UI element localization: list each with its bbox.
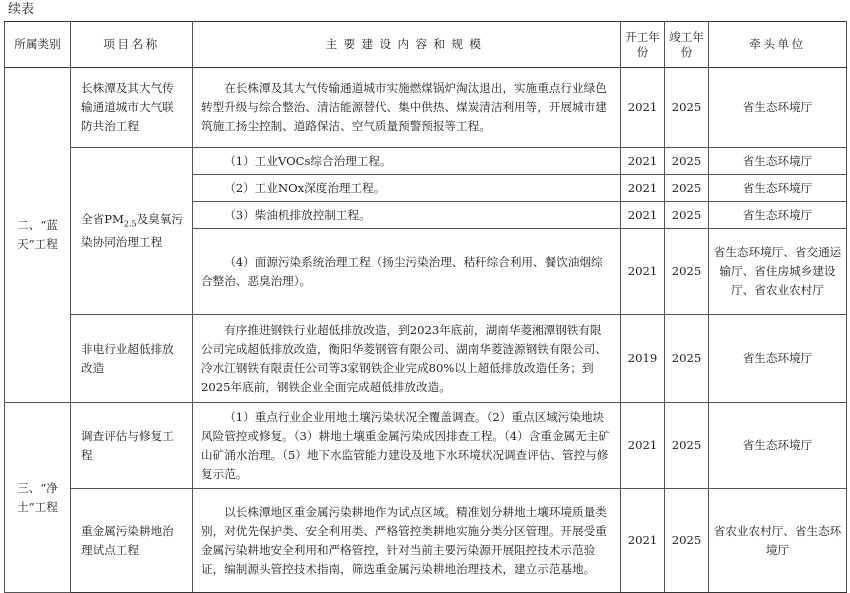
lead-unit-cell: 省生态环境厅 xyxy=(709,202,847,229)
start-year-cell: 2021 xyxy=(621,202,665,229)
table-row xyxy=(5,489,847,593)
header-end-year: 竣工年份 xyxy=(665,22,709,68)
start-year-cell: 2021 xyxy=(621,68,665,148)
table-caption: 续表 xyxy=(8,2,35,17)
end-year-cell: 2025 xyxy=(665,68,709,148)
start-year-cell: 2021 xyxy=(621,148,665,175)
start-year-cell: 2019 xyxy=(621,315,665,403)
item-name-cell: 全省$PM_{2.5}$及臭氧污染协同治理工程 xyxy=(71,148,193,315)
content-cell: （1）重点行业企业用地土壤污染状况全覆盖调查。（2）重点区域污染地块风险管控或修复。（3）耕地土壤重金属污染成因排查工程。（4）含重金属无主矿山矿涌水治理。（5）地下水监管能力建设及地下水环境状况调查评估、管控与修复示范。 xyxy=(193,403,621,489)
content-cell: 有序推进钢铁行业超低排放改造，到2023年底前，湖南华菱湘潭钢铁有限公司完成超低排放改造，衡阳华菱钢管有限公司、湖南华菱涟源钢铁有限公司、冷水江钢铁有限责任公司等3家钢铁企业完成80%以上超低排放改造任务；到2025年底前，钢铁企业全面完成超低排放改造。 xyxy=(193,315,621,403)
lead-unit-cell: 省生态环境厅 xyxy=(709,148,847,175)
lead-unit-cell: 省生态环境厅 xyxy=(709,175,847,202)
lead-unit-cell: 省生态环境厅 xyxy=(709,403,847,489)
content-cell: 在长株潭及其大气传输通道城市实施燃煤锅炉淘汰退出，实施重点行业绿色转型升级与综合整治、清洁能源替代、集中供热、煤炭清洁利用等，开展城市建筑施工扬尘控制、道路保洁、空气质量预警预报等工程。 xyxy=(193,68,621,148)
item-name-cell: 重金属污染耕地治理试点工程 xyxy=(71,489,193,593)
end-year-cell: 2025 xyxy=(665,175,709,202)
projects-table xyxy=(4,21,847,593)
lead-unit-cell: 省生态环境厅、省交通运输厅、省住房城乡建设厅、省农业农村厅 xyxy=(709,229,847,315)
header-start-year: 开工年份 xyxy=(621,22,665,68)
header-category: 所属类别 xyxy=(5,22,71,68)
start-year-cell: 2021 xyxy=(621,489,665,593)
start-year-cell: 2021 xyxy=(621,403,665,489)
header-content: 主要建设内容和规模 xyxy=(193,22,621,68)
header-item: 项目名称 xyxy=(71,22,193,68)
table-row xyxy=(5,148,847,175)
lead-unit-cell: 省农业农村厅、省生态环境厅 xyxy=(709,489,847,593)
header-lead-unit: 牵头单位 xyxy=(709,22,847,68)
category-cell: 三、“净土”工程 xyxy=(5,403,71,593)
item-name-cell: 长株潭及其大气传输通道城市大气联防共治工程 xyxy=(71,68,193,148)
end-year-cell: 2025 xyxy=(665,315,709,403)
end-year-cell: 2025 xyxy=(665,229,709,315)
header-row xyxy=(5,22,847,68)
end-year-cell: 2025 xyxy=(665,403,709,489)
lead-unit-cell: 省生态环境厅 xyxy=(709,315,847,403)
table-row xyxy=(5,315,847,403)
content-cell: （3）柴油机排放控制工程。 xyxy=(193,202,621,229)
item-name-cell: 调查评估与修复工程 xyxy=(71,403,193,489)
content-cell: 以长株潭地区重金属污染耕地作为试点区域。精准划分耕地土壤环境质量类别，对优先保护类、安全利用类、严格管控类耕地实施分类分区管理。开展受重金属污染耕地安全利用和严格管控，针对当前主要污染源开展阻控技术示范验证，编制源头管控技术指南，筛选重金属污染耕地治理技术，建立示范基地。 xyxy=(193,489,621,593)
end-year-cell: 2025 xyxy=(665,148,709,175)
end-year-cell: 2025 xyxy=(665,489,709,593)
start-year-cell: 2021 xyxy=(621,175,665,202)
end-year-cell: 2025 xyxy=(665,202,709,229)
table-row xyxy=(5,403,847,489)
item-name-cell: 非电行业超低排放改造 xyxy=(71,315,193,403)
table-row xyxy=(5,68,847,148)
category-cell: 二、“蓝天”工程 xyxy=(5,68,71,403)
lead-unit-cell: 省生态环境厅 xyxy=(709,68,847,148)
start-year-cell: 2021 xyxy=(621,229,665,315)
content-cell: （2）工业NOx深度治理工程。 xyxy=(193,175,621,202)
content-cell: （4）面源污染系统治理工程（扬尘污染治理、秸秆综合利用、餐饮油烟综合整治、恶臭治理）。 xyxy=(193,229,621,315)
content-cell: （1）工业VOCs综合治理工程。 xyxy=(193,148,621,175)
